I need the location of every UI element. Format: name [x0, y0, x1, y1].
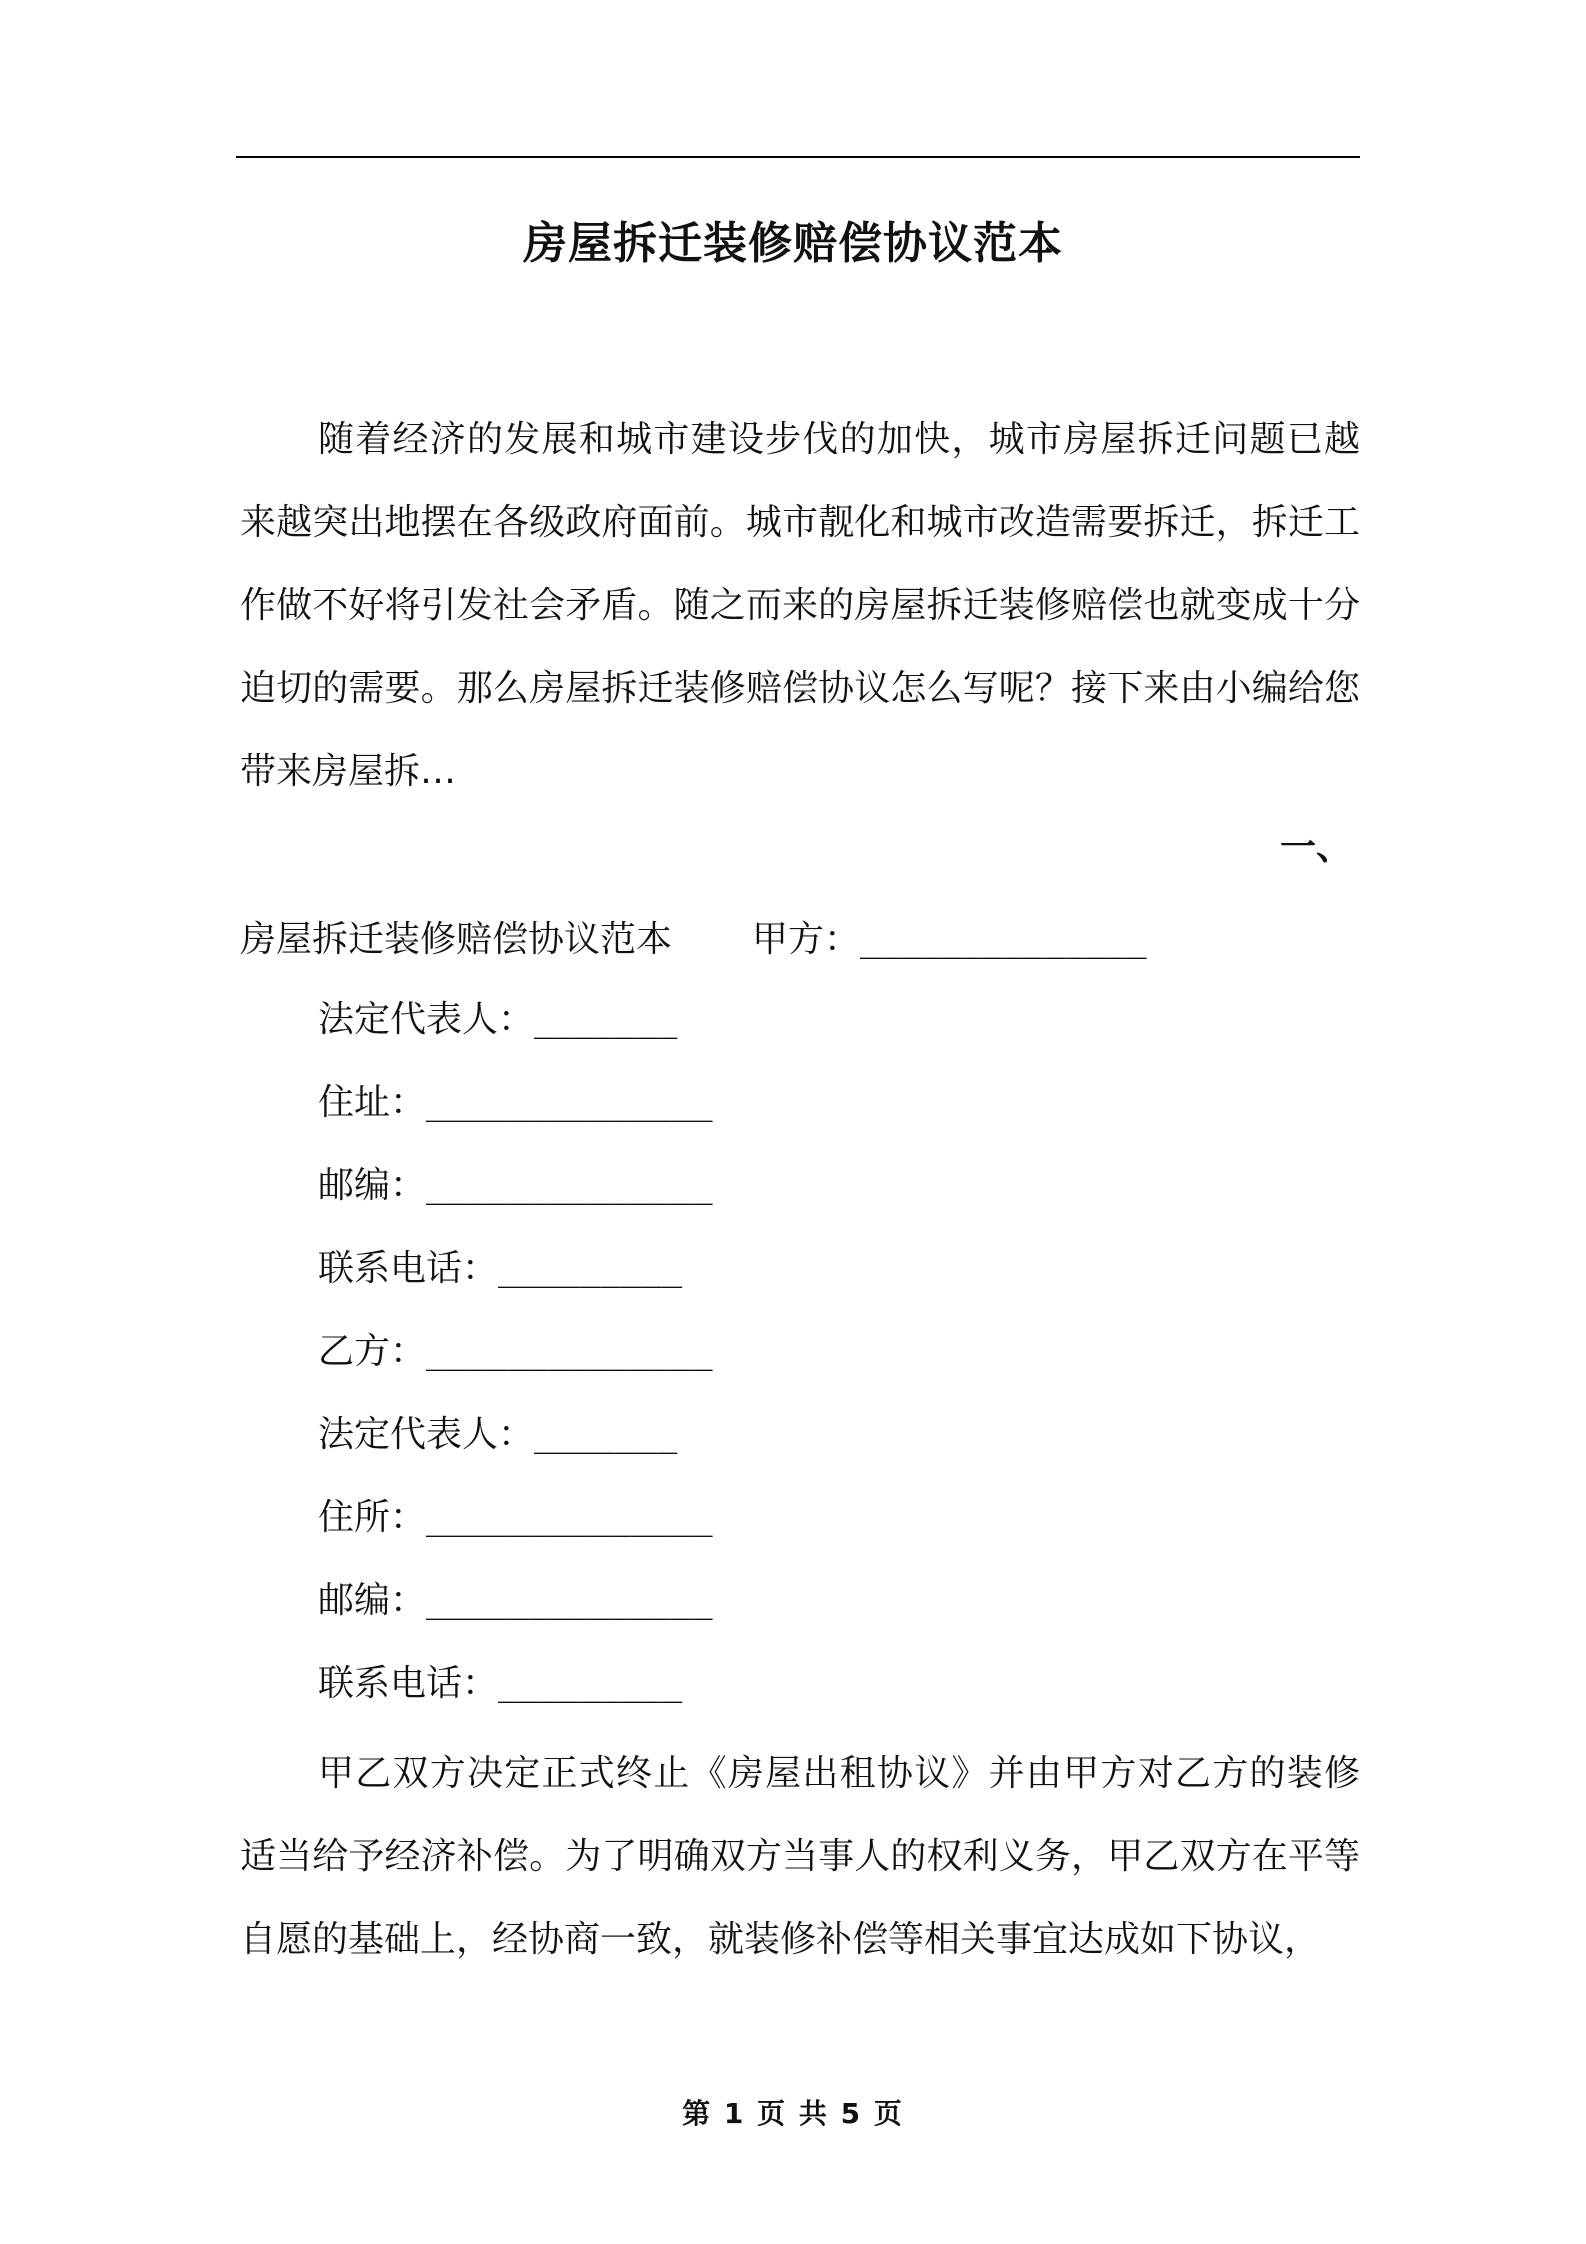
party-a-label: 甲方：	[752, 919, 861, 960]
field-blank: ______________	[426, 1166, 713, 1206]
party-b-label: 乙方：	[318, 1331, 427, 1372]
intro-paragraph: 随着经济的发展和城市建设步伐的加快，城市房屋拆迁问题已越来越突出地摆在各级政府面前。城市靓化和城市改造需要拆迁，拆迁工作做不好将引发社会矛盾。随之而来的房屋拆迁装修赔偿也就变成十分迫切的需要。那么房屋拆迁装修赔偿协议怎么写呢？接下来由小编给您带来房屋拆…	[240, 419, 1360, 792]
agreement-title: 房屋拆迁装修赔偿协议范本	[240, 919, 673, 960]
field-blank: _______	[534, 1000, 678, 1040]
closing-paragraph: 甲乙双方决定正式终止《房屋出租协议》并由甲方对乙方的装修适当给予经济补偿。为了明确双方当事人的权利义务，甲乙双方在平等自愿的基础上，经协商一致，就装修补偿等相关事宜达成如下协议，	[240, 1753, 1360, 1960]
field-blank: _________	[498, 1664, 683, 1704]
field-blank: ______________	[426, 1498, 713, 1538]
party-a-phone-line	[318, 1239, 682, 1299]
party-b-legal-rep-line	[318, 1405, 677, 1465]
party-b-phone-line	[318, 1654, 682, 1714]
party-b-line	[318, 1322, 713, 1382]
field-label: 法定代表人：	[318, 999, 535, 1040]
field-label: 住所：	[318, 1497, 427, 1538]
header-rule	[236, 156, 1360, 158]
field-blank: ______________	[426, 1083, 713, 1123]
party-b-postcode-line	[318, 1571, 713, 1631]
section-number: 一、	[1279, 827, 1352, 868]
document-title: 房屋拆迁装修赔偿协议范本	[523, 218, 1063, 269]
field-blank: ______________	[426, 1581, 713, 1621]
field-blank: _______	[534, 1415, 678, 1455]
party-a-legal-rep-line	[318, 990, 677, 1050]
agreement-title-line	[240, 910, 1147, 970]
party-a-name-blank: ______________	[860, 920, 1147, 960]
party-a-address-line	[318, 1073, 713, 1133]
party-b-address-line	[318, 1488, 713, 1548]
field-label: 联系电话：	[318, 1663, 499, 1704]
page-number-footer: 第 1 页 共 5 页	[682, 2097, 904, 2130]
party-b-name-blank: ______________	[426, 1332, 713, 1372]
field-label: 邮编：	[318, 1165, 427, 1206]
field-label: 法定代表人：	[318, 1414, 535, 1455]
party-a-postcode-line	[318, 1156, 713, 1216]
field-label: 联系电话：	[318, 1248, 499, 1289]
field-blank: _________	[498, 1249, 683, 1289]
field-label: 邮编：	[318, 1580, 427, 1621]
field-label: 住址：	[318, 1082, 427, 1123]
